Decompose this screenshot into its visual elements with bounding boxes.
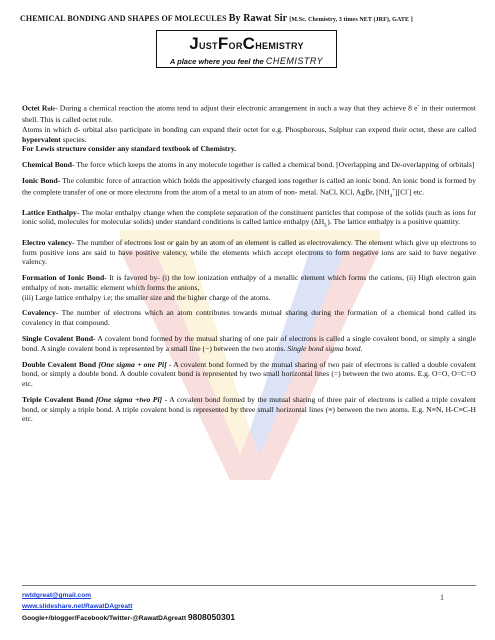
section-double-covalent-bond: Double Covalent Bond [One sigma + one Pi] - A covalent bond formed by the mutual sharing of two pair of electrons is called a double covalent bond, or simply a double bond. A double covalent bond is represented by two small horizontal lines (=) between the two atoms. E.g. O=O, O=C=O etc. [22,359,477,389]
logo-tagline: A place where you feel the CHEMISTRY [169,56,324,66]
page-number: 1 [440,593,444,602]
section-lattice-enthalpy: Lattice Enthalpy- The molar enthalpy change when the complete separation of the constituent particles that compose of the solids (such as ions for ionic solid, molecules for molecular solids) under standard conditions is called lattice enthalpy $(\Delta H_L)$. The lattice enthalpy is a positive quantity. [22,207,476,229]
section-ionic-bond: Ionic Bond- The columbic force of attraction which holds the appositively charged ions together is called an ionic bond. An ionic bond is formed by the complete transfer of one or more electrons from the atom of a metal to an atom of non- metal. NaCl, KCl, AgBr, $[NH_4^+][Cl^-]$ etc. [22,176,476,199]
logo-title: JUSTFORCHEMISTRY [189,34,304,53]
header-topic: CHEMICAL BONDING AND SHAPES OF MOLECULES [20,14,227,23]
section-triple-covalent-bond: Triple Covalent Bond [One sigma +two Pi] - A covalent bond formed by the mutual sharing of three pair of electrons is called a triple covalent bond, or simply a triple bond. A triple covalent bond is represented by three small horizontal lines (≡) between the two atoms. E.g. N≡N, H-C≡C-H etc. [22,394,476,424]
page-footer [22,590,235,624]
header-author: By Rawat Sir [228,13,288,24]
section-covalency: Covalency- The number of electrons which an atom contributes towards mutual sharing during the formation of a chemical bond called its covalency in that compound. [22,308,476,328]
header-credentials: [M.Sc. Chemistry, 3 times NET (JRF), GATE ] [289,17,413,23]
footer-slideshare-link[interactable]: www.slideshare.net/RawatDAgreatt [22,603,133,610]
document-body [22,102,476,430]
footer-divider [22,585,476,586]
section-single-covalent-bond: Single Covalent Bond- A covalent bond formed by the mutual sharing of one pair of electrons is called a single covalent bond, or simply a single bond. A single covalent bond is represented by a small line (−) between the two atoms. Single bond sigma bond. [22,334,476,353]
section-chemical-bond: Chemical Bond- The force which keeps the atoms in any molecule together is called a chemical bond. [Overlapping and De-overlapping of orbitals] [22,160,475,170]
lewis-note: For Lewis structure consider any standard textbook of Chemistry. [22,144,237,154]
section-formation-ionic-bond: Formation of Ionic Bond- It is favored by- (i) the low ionization enthalpy of a metallic element which forms the cations, (ii) High electron gain enthalpy of non- metallic element which forms the anions, (iii) Large lattice enthalpy i.e; the smaller size and the higher charge of the atoms. [22,273,477,302]
section-octet-rule: Octet Rule- During a chemical reaction the atoms tend to adjust their electronic arrangement in such a way that they achieve 8 e- in their outermost shell. This is called octet rule. Atoms in which d- orbital also participate in bonding can expand their octet for e.g. Phosphorous, Sulphur can expend their octet, these are called hypervalent species. For Lewis structure consider any standard textbook of Chemistry. [22,103,476,154]
footer-social-handle: Google+/blogger/Facebook/Twitter-@RawatDAgreatt [22,615,187,622]
brand-logo [156,30,337,68]
section-electro-valency: Electro valency- The number of electrons lost or gain by an atom of an element is called as electrovalency. The element which give up electrons to form positive ions are said to have positive valency, while the elements which accept electrons to form negative ions are said to have negative valency. [22,237,476,267]
footer-phone: 9808050301 [187,612,236,622]
page-header [20,13,480,24]
footer-email-link[interactable]: rwtdgreat@gmail.com [22,592,92,599]
